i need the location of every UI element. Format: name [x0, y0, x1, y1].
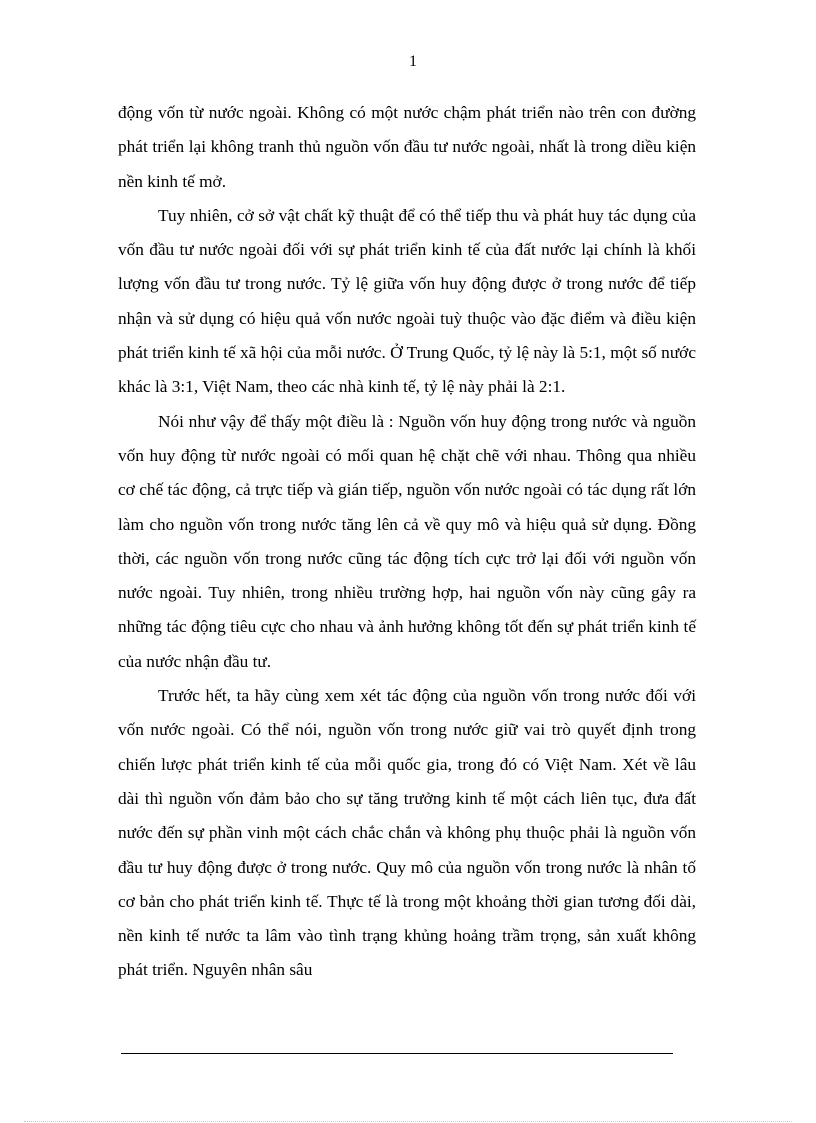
paragraph-domestic-capital: Trước hết, ta hãy cùng xem xét tác động của nguồn vốn trong nước đối với vốn nước ngoài. Có thể nói, nguồn vốn trong nước giữ vai trò quyết định trong chiến lược phát triển kinh tế của mỗi quốc gia, trong đó có Việt Nam. Xét về lâu dài thì nguồn vốn đảm bảo cho sự tăng trưởng kinh tế một cách liên tục, đưa đất nước đến sự phần vinh một cách chắc chắn và không phụ thuộc phải là nguồn vốn đầu tư huy động được ở trong nước. Quy mô của nguồn vốn trong nước là nhân tố cơ bản cho phát triển kinh tế. Thực tế là trong một khoảng thời gian tương đối dài, nền kinh tế nước ta lâm vào tình trạng khủng hoảng trầm trọng, sản xuất không phát triển. Nguyên nhân sâu	[118, 686, 696, 980]
page-number: 1	[409, 53, 417, 70]
document-body	[118, 96, 696, 988]
paragraph-ratio: Tuy nhiên, cở sở vật chất kỹ thuật để có thể tiếp thu và phát huy tác dụng của vốn đầu tư nước ngoài đối với sự phát triển kinh tế của đất nước lại chính là khối lượng vốn đầu tư trong nước. Tỷ lệ giữa vốn huy động được ở trong nước để tiếp nhận và sử dụng có hiệu quả vốn nước ngoài tuỳ thuộc vào đặc điểm và điều kiện phát triển kinh tế xã hội của mỗi nước. Ở Trung Quốc, tỷ lệ này là 5:1, một số nước khác là 3:1, Việt Nam, theo các nhà kinh tế, tỷ lệ này phải là 2:1.	[118, 205, 696, 397]
footer-divider	[121, 1053, 673, 1054]
page-edge-divider	[24, 1121, 792, 1122]
paragraph-relationship: Nói như vậy để thấy một điều là : Nguồn vốn huy động trong nước và nguồn vốn huy động từ nước ngoài có mối quan hệ chặt chẽ với nhau. Thông qua nhiều cơ chế tác động, cả trực tiếp và gián tiếp, nguồn vốn nước ngoài có tác dụng rất lớn làm cho nguồn vốn trong nước tăng lên cả về quy mô và hiệu quả sử dụng. Đồng thời, các nguồn vốn trong nước cũng tác động tích cực trở lại đối với nguồn vốn nước ngoài. Tuy nhiên, trong nhiều trường hợp, hai nguồn vốn này cũng gây ra những tác động tiêu cực cho nhau và ảnh hưởng không tốt đến sự phát triển kinh tế của nước nhận đầu tư.	[118, 411, 696, 671]
paragraph-continuation: động vốn từ nước ngoài. Không có một nước chậm phát triển nào trên con đường phát triển lại không tranh thủ nguồn vốn đầu tư nước ngoài, nhất là trong diều kiện nền kinh tế mở.	[118, 103, 696, 191]
